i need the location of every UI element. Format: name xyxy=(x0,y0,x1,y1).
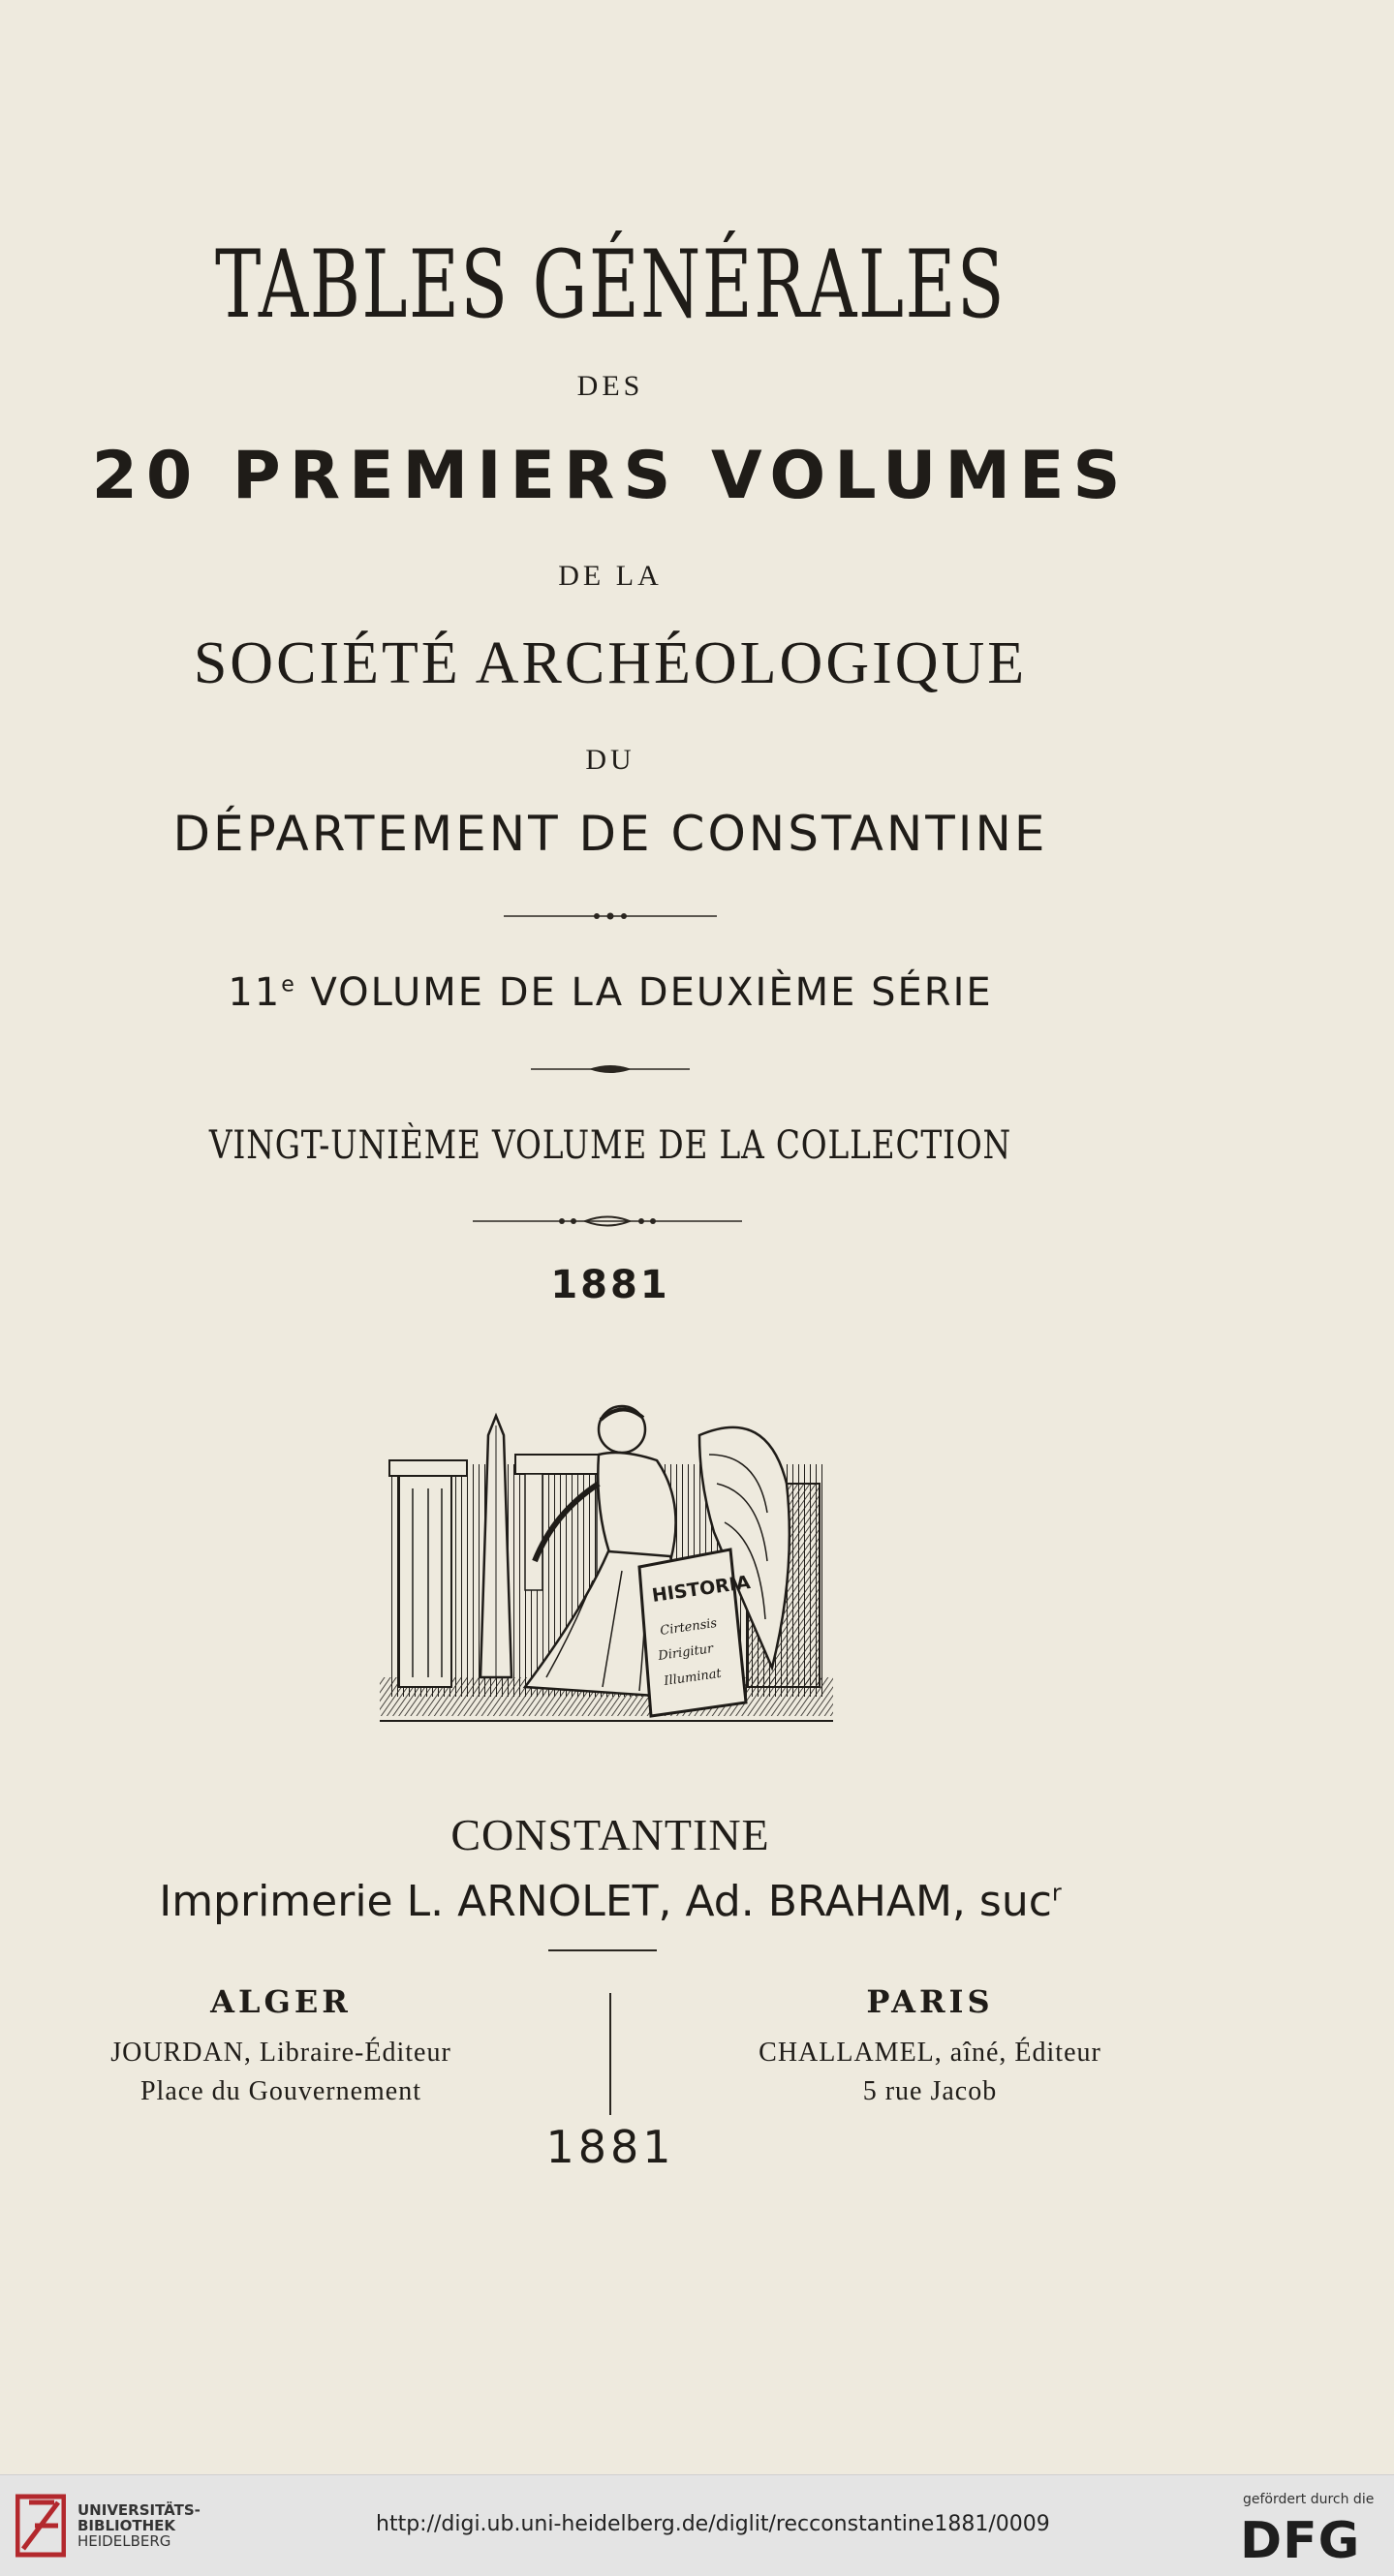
publisher-right-city: PARIS xyxy=(866,1983,994,2020)
title-line-3: 20 PREMIERS VOLUMES xyxy=(91,438,1130,514)
dfg-caption: gefördert durch die xyxy=(1243,2492,1375,2507)
collection-line: VINGT-UNIÈME VOLUME DE LA COLLECTION xyxy=(208,1123,1012,1168)
dfg-logo: DFG xyxy=(1240,2512,1361,2570)
vignette-text-2: Cirtensis xyxy=(659,1615,719,1639)
title-line-6: DU xyxy=(585,744,635,776)
publisher-right-line-1: CHALLAMEL, aîné, Éditeur xyxy=(759,2038,1101,2068)
publisher-left-line-1: JOURDAN, Libraire-Éditeur xyxy=(110,2038,451,2068)
publisher-left-city: ALGER xyxy=(210,1983,352,2020)
printing-city: CONSTANTINE xyxy=(450,1810,770,1859)
vignette-text-1: HISTORIA xyxy=(650,1571,752,1607)
series-number: 11 xyxy=(228,970,282,1015)
publisher-left-line-2: Place du Gouvernement xyxy=(139,2076,422,2106)
vignette-text-4: Illuminat xyxy=(663,1666,723,1689)
ornament-rule-3 xyxy=(473,1212,742,1230)
series-line xyxy=(0,970,1221,1015)
year-top: 1881 xyxy=(550,1263,670,1307)
divider-short xyxy=(548,1949,657,1951)
ornament-rule-2 xyxy=(531,1061,690,1077)
title-line-5: SOCIÉTÉ ARCHÉOLOGIQUE xyxy=(193,630,1028,696)
title-line-7: DÉPARTEMENT DE CONSTANTINE xyxy=(172,806,1048,862)
printer-line xyxy=(0,1877,1221,1926)
series-text: VOLUME DE LA DEUXIÈME SÉRIE xyxy=(295,970,993,1015)
digitization-footer xyxy=(0,2474,1394,2576)
ub-heidelberg-logo-icon xyxy=(15,2491,66,2561)
series-superscript: e xyxy=(281,972,296,997)
printer-name: Imprimerie L. ARNOLET, Ad. BRAHAM, suc xyxy=(159,1877,1052,1926)
column-divider xyxy=(609,1993,611,2115)
angel-historia-vignette xyxy=(380,1396,833,1732)
printer-superscript: r xyxy=(1051,1879,1062,1907)
logo-line-3: HEIDELBERG xyxy=(77,2532,171,2550)
vignette-text-3: Dirigitur xyxy=(657,1641,715,1664)
title-line-2: DES xyxy=(576,370,644,402)
ornament-rule-1 xyxy=(504,908,717,924)
source-url[interactable]: http://digi.ub.uni-heidelberg.de/diglit/recconstantine1881/0009 xyxy=(376,2512,1050,2536)
title-line-4: DE LA xyxy=(558,560,663,592)
publisher-right xyxy=(678,1983,1182,2111)
year-bottom: 1881 xyxy=(545,2121,675,2173)
logo-line-1: UNIVERSITÄTS- xyxy=(77,2501,201,2519)
logo-line-2: BIBLIOTHEK xyxy=(77,2517,175,2534)
ub-heidelberg-logo-text xyxy=(77,2502,201,2549)
publisher-left xyxy=(39,1983,523,2111)
publisher-right-line-2: 5 rue Jacob xyxy=(862,2076,998,2106)
title-line-1: TABLES GÉNÉRALES xyxy=(214,230,1007,339)
